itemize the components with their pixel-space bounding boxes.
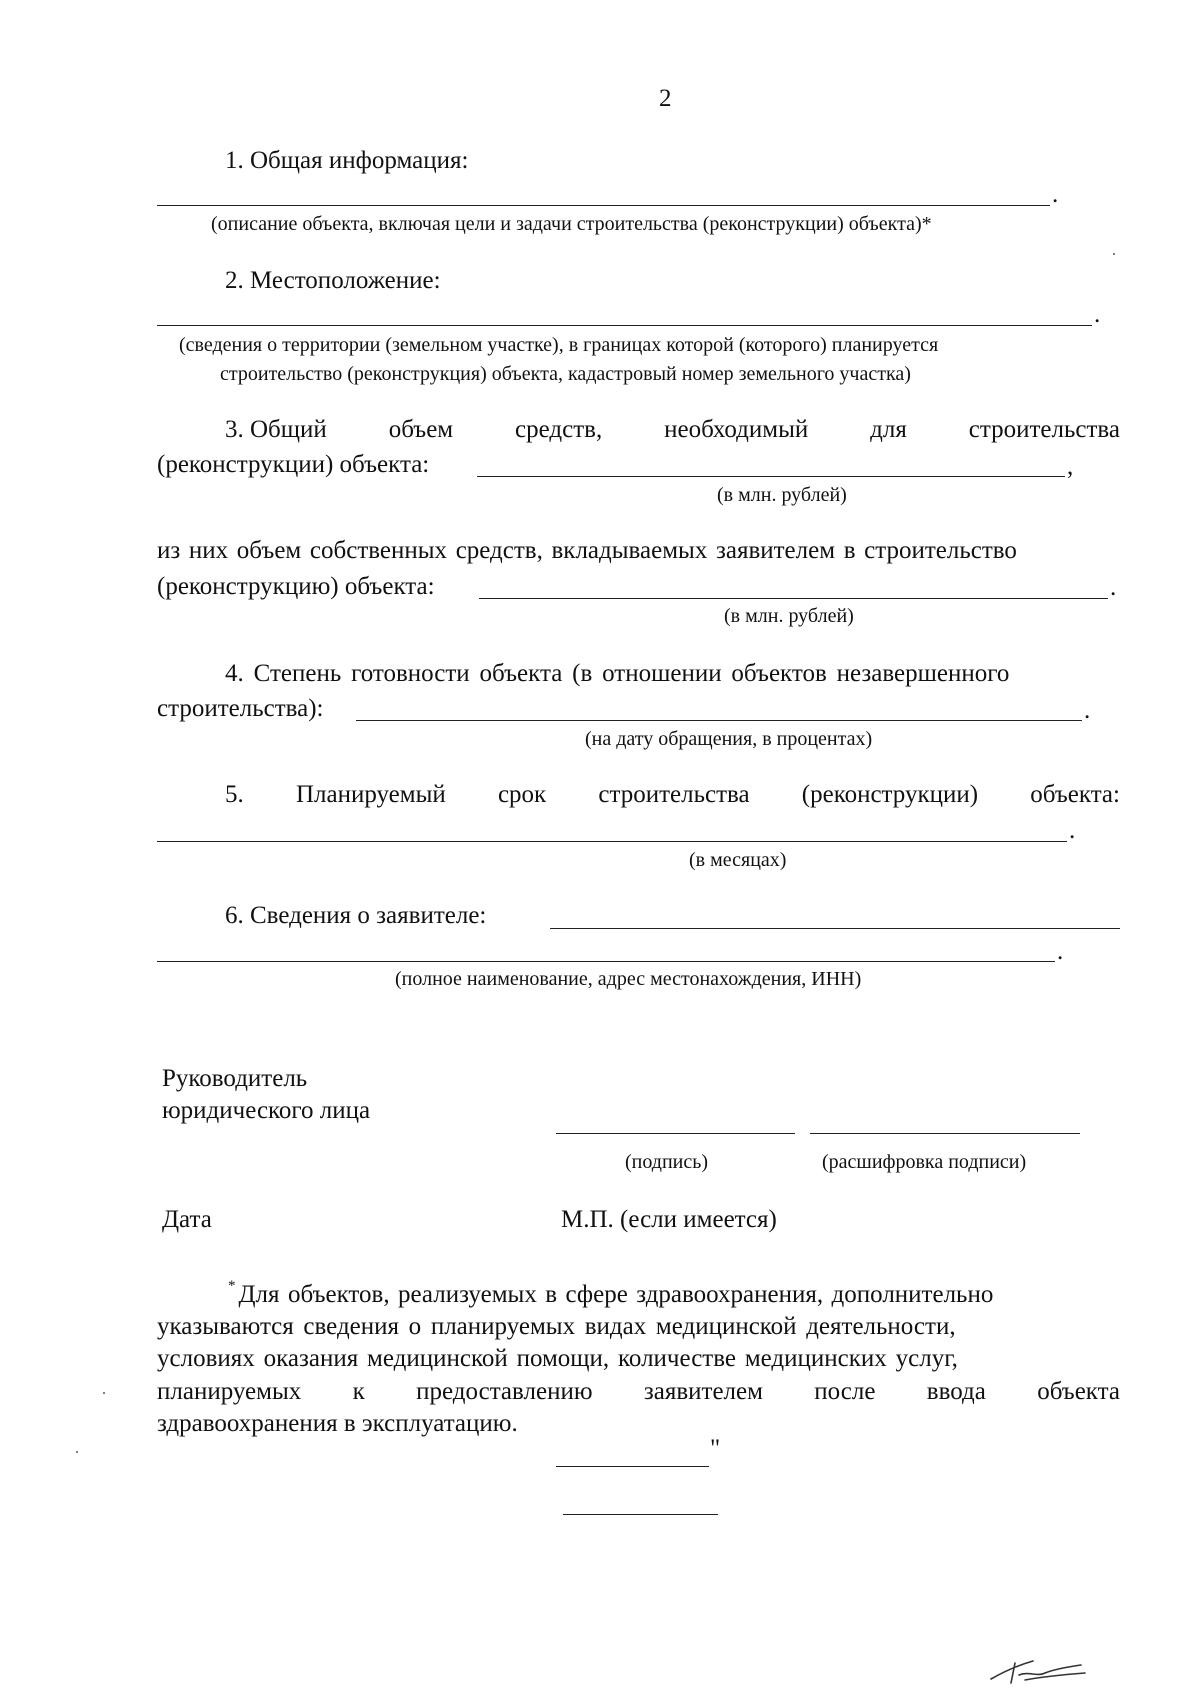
footnote-line4	[157, 1377, 1120, 1407]
footnote-word: к	[352, 1378, 365, 1405]
section1-heading: 1. Общая информация:	[225, 147, 469, 174]
section6-fill-line-1	[550, 928, 1120, 929]
section3-line1	[225, 415, 1120, 445]
section5-line1	[225, 780, 1120, 810]
section3-caption: (в млн. рублей)	[717, 484, 847, 506]
section5-word: 5.	[225, 781, 244, 808]
footnote-word: после	[814, 1378, 876, 1405]
section4-line1: 4. Степень готовности объекта (в отношении объектов незавершенного	[225, 660, 1010, 687]
section1-end-mark: .	[1052, 181, 1059, 208]
section3-own-funds-end-mark: .	[1110, 574, 1117, 601]
signature-decoding-caption: (расшифровка подписи)	[822, 1151, 1027, 1173]
section2-heading: 2. Местоположение:	[225, 267, 441, 294]
section4-label: строительства):	[157, 695, 324, 722]
footnote-line1-text: Для объектов, реализуемых в сфере здравоохранения, дополнительно	[238, 1281, 994, 1308]
signature-caption: (подпись)	[625, 1151, 709, 1173]
section3-word: 3. Общий	[225, 416, 327, 443]
footnote-line2: указываются сведения о планируемых видах медицинской деятельности,	[157, 1313, 956, 1340]
section5-fill-line	[157, 841, 1067, 842]
section5-word: строительства	[598, 781, 750, 808]
section3-own-funds-line1: из них объем собственных средств, вкладываемых заявителем в строительство	[157, 537, 1017, 564]
section5-caption: (в месяцах)	[689, 849, 787, 871]
section5-word: Планируемый	[295, 781, 446, 808]
initials-signature	[985, 1649, 1095, 1689]
footnote-marker: *	[228, 1278, 236, 1294]
footnote-word: ввода	[926, 1378, 986, 1405]
section5-word: срок	[497, 781, 547, 808]
footnote-word: планируемых	[157, 1378, 302, 1405]
section6-fill-line-2	[157, 961, 1055, 962]
section3-word: средств,	[515, 416, 603, 443]
section2-end-mark: .	[1094, 301, 1101, 328]
page-number: 2	[659, 85, 672, 112]
footnote-word: заявителем	[643, 1378, 763, 1405]
signatory-title-line2: юридического лица	[162, 1097, 371, 1124]
footnote-word: предоставлению	[416, 1378, 593, 1405]
footnote-line3: условиях оказания медицинской помощи, количестве медицинских услуг,	[157, 1345, 958, 1372]
signature-line	[556, 1133, 795, 1134]
scan-speck	[1113, 253, 1115, 255]
section3-end-mark: ,	[1067, 453, 1074, 480]
section3-fill-line	[477, 476, 1065, 477]
section6-label: 6. Сведения о заявителе:	[225, 902, 487, 929]
section3-own-funds-label: (реконструкцию) объекта:	[157, 573, 435, 600]
section1-caption: (описание объекта, включая цели и задачи строительства (реконструкции) объекта)*	[211, 213, 932, 235]
section5-word: объекта:	[1030, 781, 1120, 808]
date-label: Дата	[162, 1206, 212, 1233]
section3-word: объем	[388, 416, 454, 443]
section3-word: для	[870, 416, 907, 443]
signatory-title-line1: Руководитель	[162, 1065, 308, 1092]
section3-own-funds-fill-line	[479, 598, 1108, 599]
section3-label: (реконструкции) объекта:	[157, 451, 430, 478]
closing-line-2	[563, 1514, 718, 1515]
section5-word: (реконструкции)	[801, 781, 979, 808]
closing-quote-mark: "	[710, 1435, 721, 1462]
section4-fill-line	[356, 720, 1082, 721]
section1-fill-line	[157, 205, 1050, 206]
section3-own-funds-caption: (в млн. рублей)	[724, 605, 854, 627]
section3-word: необходимый	[664, 416, 809, 443]
section2-caption-line1: (сведения о территории (земельном участке), в границах которой (которого) планируется	[179, 334, 939, 356]
section5-end-mark: .	[1069, 817, 1076, 844]
footnote-line5: здравоохранения в эксплуатацию.	[157, 1410, 518, 1437]
scan-speck	[103, 1392, 105, 1394]
section2-caption-line2: строительство (реконструкция) объекта, кадастровый номер земельного участка)	[220, 363, 911, 385]
scan-speck	[76, 1451, 78, 1453]
signature-decoding-line	[810, 1133, 1080, 1134]
section2-fill-line	[157, 325, 1092, 326]
section4-end-mark: .	[1084, 697, 1091, 724]
section4-caption: (на дату обращения, в процентах)	[585, 728, 873, 750]
closing-line-1	[556, 1466, 709, 1467]
section6-end-mark: .	[1057, 938, 1064, 965]
stamp-label: М.П. (если имеется)	[561, 1206, 777, 1233]
footnote-word: объекта	[1037, 1378, 1120, 1405]
section3-word: строительства	[968, 416, 1120, 443]
section6-caption: (полное наименование, адрес местонахождения, ИНН)	[395, 968, 862, 990]
footnote-line1	[228, 1280, 993, 1313]
